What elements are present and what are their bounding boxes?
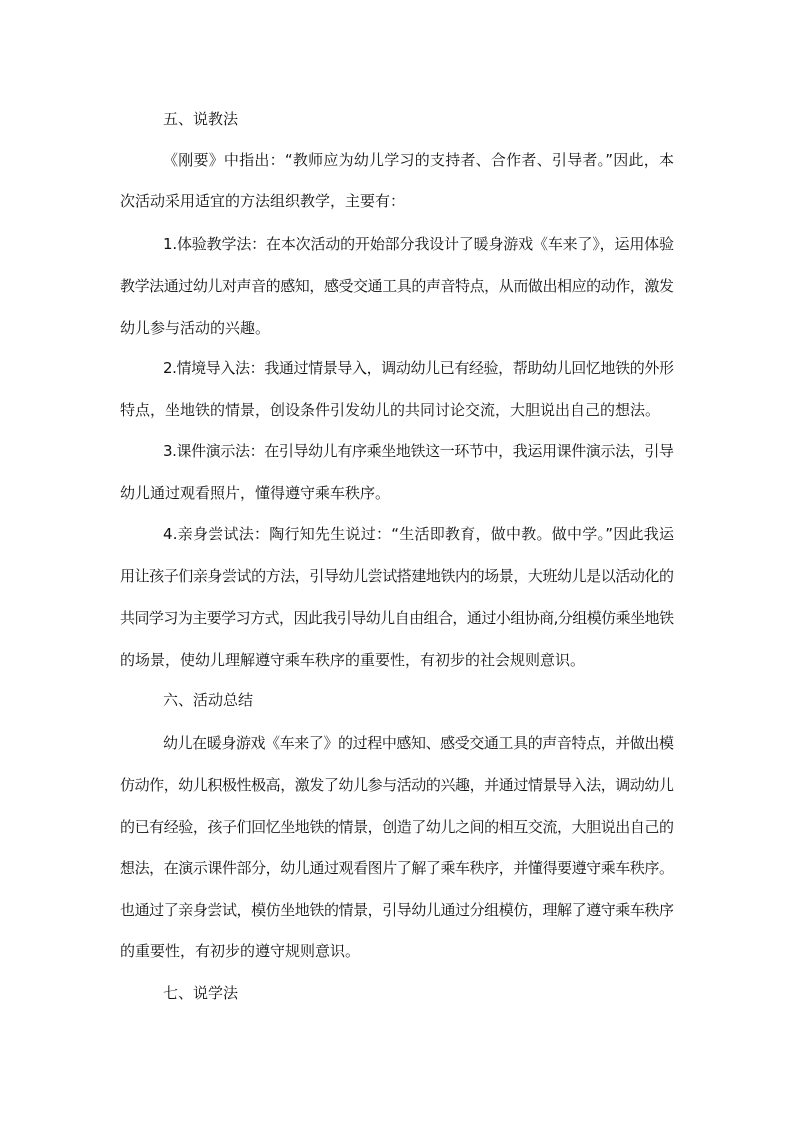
section-heading: 七、说学法 <box>163 984 239 1002</box>
section-heading: 五、说教法 <box>163 110 239 128</box>
paragraph-line: 4.亲身尝试法：陶行知先生说过：“生活即教育，做中教。做中学。”因此我运 <box>163 525 675 543</box>
paragraph-line: 3.课件演示法：在引导幼儿有序乘坐地铁这一环节中，我运用课件演示法，引导 <box>163 442 674 460</box>
paragraph-line: 的已有经验，孩子们回忆坐地铁的情景，创造了幼儿之间的相互交流，大胆说出自己的 <box>120 818 674 836</box>
paragraph-line: 也通过了亲身尝试，模仿坐地铁的情景，引导幼儿通过分组模仿，理解了遵守乘车秩序 <box>120 901 674 919</box>
paragraph-line: 《刚要》中指出：“教师应为幼儿学习的支持者、合作者、引导者。”因此，本 <box>163 151 675 169</box>
paragraph-line: 幼儿参与活动的兴趣。 <box>120 319 271 337</box>
paragraph-line: 想法，在演示课件部分，幼儿通过观看图片了解了乘车秩序，并懂得要遵守乘车秩序。 <box>120 859 674 877</box>
paragraph-line: 1.体验教学法：在本次活动的开始部分我设计了暖身游戏《车来了》，运用体验 <box>163 235 674 253</box>
paragraph-line: 幼儿通过观看照片，懂得遵守乘车秩序。 <box>120 484 391 502</box>
paragraph-line: 幼儿在暖身游戏《车来了》的过程中感知、感受交通工具的声音特点，并做出模 <box>163 734 674 752</box>
section-heading: 六、活动总结 <box>163 691 254 709</box>
paragraph-line: 的重要性，有初步的遵守规则意识。 <box>120 942 361 960</box>
paragraph-line: 次活动采用适宜的方法组织教学，主要有： <box>120 192 406 210</box>
paragraph-line: 用让孩子们亲身尝试的方法，引导幼儿尝试搭建地铁内的场景，大班幼儿是以活动化的 <box>120 567 674 585</box>
paragraph-line: 特点，坐地铁的情景，创设条件引发幼儿的共同讨论交流，大胆说出自己的想法。 <box>120 401 661 419</box>
paragraph-line: 的场景，使幼儿理解遵守乘车秩序的重要性，有初步的社会规则意识。 <box>120 651 586 669</box>
paragraph-line: 仿动作，幼儿积极性极高，激发了幼儿参与活动的兴趣，并通过情景导入法，调动幼儿 <box>120 776 674 794</box>
paragraph-line: 共同学习为主要学习方式，因此我引导幼儿自由组合，通过小组协商,分组模仿乘坐地铁 <box>120 609 674 627</box>
paragraph-line: 教学法通过幼儿对声音的感知，感受交通工具的声音特点，从而做出相应的动作，激发 <box>120 277 674 295</box>
paragraph-line: 2.情境导入法：我通过情景导入，调动幼儿已有经验，帮助幼儿回忆地铁的外形 <box>163 359 674 377</box>
